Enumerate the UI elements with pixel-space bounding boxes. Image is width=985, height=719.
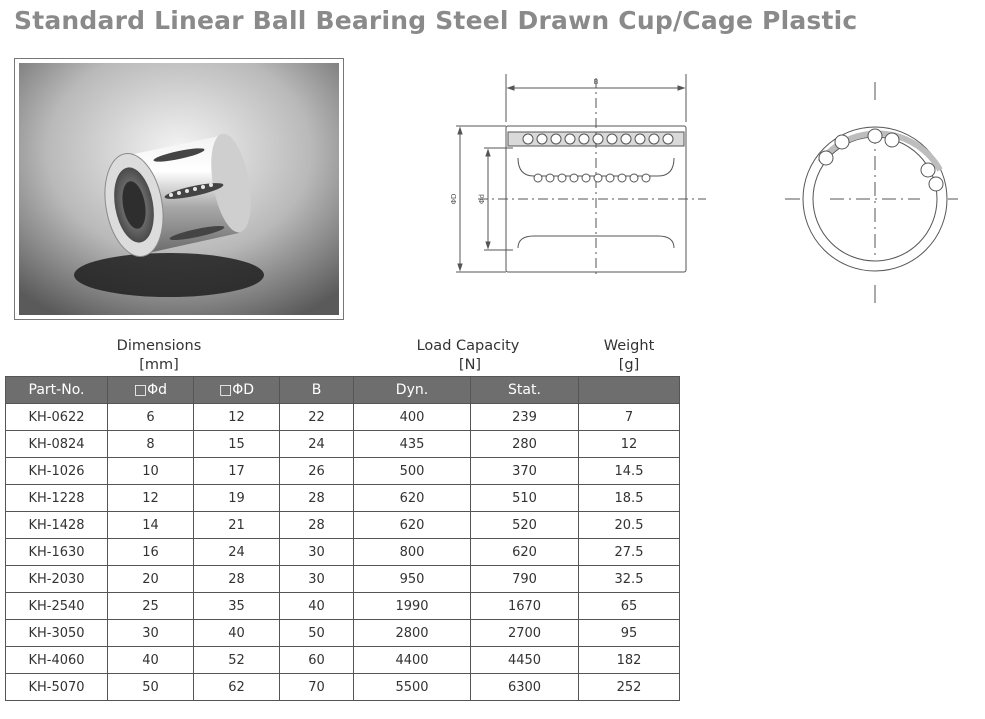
table-row	[6, 512, 680, 539]
dynamic-load-cell: 1990	[354, 593, 471, 620]
static-load-cell: 280	[471, 431, 579, 458]
static-load-cell: 4450	[471, 647, 579, 674]
inner-diameter-cell: 20	[108, 566, 194, 593]
dynamic-load-cell: 800	[354, 539, 471, 566]
weight-cell: 65	[579, 593, 680, 620]
dimensions-unit: [mm]	[139, 357, 179, 373]
weight-group-header	[588, 337, 670, 375]
header-part-no: Part-No.	[6, 377, 108, 404]
outer-diameter-cell: 21	[194, 512, 280, 539]
outer-diameter-cell: 40	[194, 620, 280, 647]
static-load-cell: 370	[471, 458, 579, 485]
static-load-cell: 1670	[471, 593, 579, 620]
weight-cell: 20.5	[579, 512, 680, 539]
part-no-cell: KH-4060	[6, 647, 108, 674]
inner-diameter-cell: 25	[108, 593, 194, 620]
length-cell: 28	[280, 485, 354, 512]
part-no-cell: KH-2030	[6, 566, 108, 593]
dynamic-load-cell: 620	[354, 512, 471, 539]
dynamic-load-cell: 950	[354, 566, 471, 593]
weight-cell: 18.5	[579, 485, 680, 512]
front-view-drawing	[780, 80, 960, 305]
header-outer-diameter: □ΦD	[194, 377, 280, 404]
weight-cell: 12	[579, 431, 680, 458]
part-no-cell: KH-2540	[6, 593, 108, 620]
static-load-cell: 790	[471, 566, 579, 593]
header-weight	[579, 377, 680, 404]
dynamic-load-cell: 5500	[354, 674, 471, 701]
part-no-cell: KH-1228	[6, 485, 108, 512]
table-row	[6, 647, 680, 674]
part-no-cell: KH-1428	[6, 512, 108, 539]
outer-diameter-cell: 62	[194, 674, 280, 701]
length-cell: 24	[280, 431, 354, 458]
weight-cell: 14.5	[579, 458, 680, 485]
length-cell: 26	[280, 458, 354, 485]
header-length-b: B	[280, 377, 354, 404]
length-cell: 70	[280, 674, 354, 701]
table-row	[6, 539, 680, 566]
static-load-cell: 510	[471, 485, 579, 512]
inner-diameter-cell: 30	[108, 620, 194, 647]
inner-diameter-cell: 50	[108, 674, 194, 701]
product-photo	[14, 58, 344, 320]
load-capacity-unit: [N]	[458, 357, 482, 373]
part-no-cell: KH-0824	[6, 431, 108, 458]
weight-cell: 27.5	[579, 539, 680, 566]
inner-diameter-cell: 16	[108, 539, 194, 566]
header-inner-diameter: □Φd	[108, 377, 194, 404]
table-row	[6, 593, 680, 620]
length-cell: 22	[280, 404, 354, 431]
outer-diameter-cell: 52	[194, 647, 280, 674]
dimensions-label: Dimensions	[116, 338, 202, 354]
static-load-cell: 2700	[471, 620, 579, 647]
static-load-cell: 6300	[471, 674, 579, 701]
static-load-cell: 520	[471, 512, 579, 539]
dimension-b-label: B	[593, 78, 599, 86]
outer-diameter-cell: 35	[194, 593, 280, 620]
table-row	[6, 404, 680, 431]
header-dynamic-load: Dyn.	[354, 377, 471, 404]
dynamic-load-cell: 500	[354, 458, 471, 485]
header-static-load: Stat.	[471, 377, 579, 404]
length-cell: 60	[280, 647, 354, 674]
outer-diameter-cell: 15	[194, 431, 280, 458]
weight-cell: 182	[579, 647, 680, 674]
inner-diameter-cell: 40	[108, 647, 194, 674]
length-cell: 50	[280, 620, 354, 647]
table-row	[6, 566, 680, 593]
inner-diameter-cell: 10	[108, 458, 194, 485]
dynamic-load-cell: 4400	[354, 647, 471, 674]
part-no-cell: KH-3050	[6, 620, 108, 647]
dynamic-load-cell: 620	[354, 485, 471, 512]
side-view-drawing	[438, 70, 718, 282]
load-capacity-group-header	[390, 337, 546, 375]
outer-diameter-cell: 28	[194, 566, 280, 593]
dynamic-load-cell: 435	[354, 431, 471, 458]
load-capacity-label: Load Capacity	[416, 338, 520, 354]
inner-diameter-cell: 12	[108, 485, 194, 512]
inner-diameter-cell: 8	[108, 431, 194, 458]
static-load-cell: 239	[471, 404, 579, 431]
length-cell: 40	[280, 593, 354, 620]
weight-label: Weight	[603, 338, 655, 354]
table-row	[6, 458, 680, 485]
length-cell: 30	[280, 566, 354, 593]
part-no-cell: KH-1026	[6, 458, 108, 485]
weight-unit: [g]	[618, 357, 640, 373]
dimension-id-label: Φd	[478, 194, 486, 204]
page-title: Standard Linear Ball Bearing Steel Drawn Cup/Cage Plastic	[14, 6, 858, 35]
dynamic-load-cell: 2800	[354, 620, 471, 647]
outer-diameter-cell: 17	[194, 458, 280, 485]
part-no-cell: KH-0622	[6, 404, 108, 431]
dynamic-load-cell: 400	[354, 404, 471, 431]
inner-diameter-cell: 6	[108, 404, 194, 431]
spec-table	[5, 376, 680, 701]
part-no-cell: KH-5070	[6, 674, 108, 701]
weight-cell: 7	[579, 404, 680, 431]
table-row	[6, 674, 680, 701]
dimension-od-label: ΦD	[450, 193, 458, 205]
length-cell: 28	[280, 512, 354, 539]
weight-cell: 32.5	[579, 566, 680, 593]
table-header-row	[6, 377, 680, 404]
length-cell: 30	[280, 539, 354, 566]
dimensions-group-header	[98, 337, 220, 375]
table-row	[6, 431, 680, 458]
static-load-cell: 620	[471, 539, 579, 566]
table-row	[6, 620, 680, 647]
outer-diameter-cell: 19	[194, 485, 280, 512]
table-row	[6, 485, 680, 512]
outer-diameter-cell: 12	[194, 404, 280, 431]
weight-cell: 95	[579, 620, 680, 647]
part-no-cell: KH-1630	[6, 539, 108, 566]
outer-diameter-cell: 24	[194, 539, 280, 566]
weight-cell: 252	[579, 674, 680, 701]
inner-diameter-cell: 14	[108, 512, 194, 539]
